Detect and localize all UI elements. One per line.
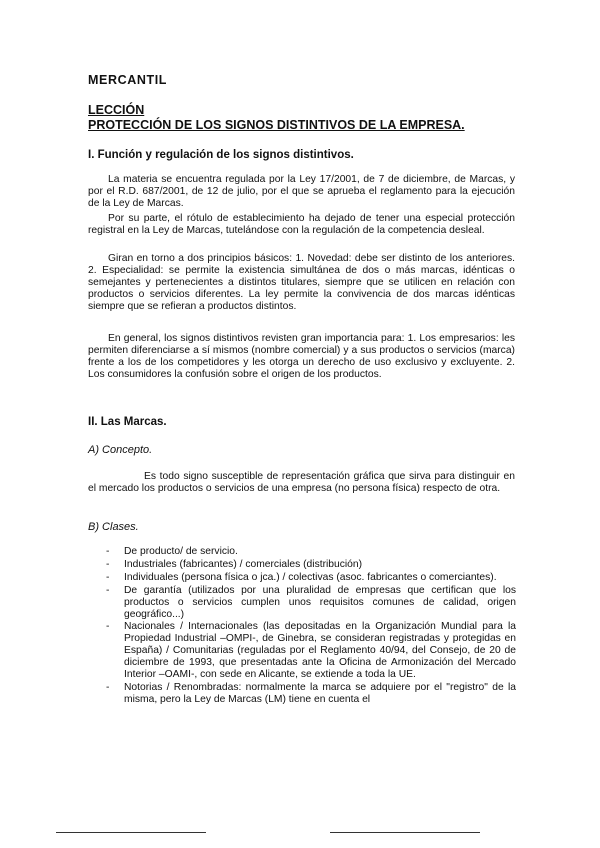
paragraph-3: Giran en torno a dos principios básicos: 1. Novedad: debe ser distinto de los anteriores. 2. Especialidad: se permite la existencia simultánea de dos o más marcas, idénticas o semejantes y pertenecientes a distintos titulares, siempre que se utilicen en relación con productos o servicios diferentes. La ley permite la convivencia de dos marcas idénticas siempre que se refieran a productos distintos. bbox=[88, 253, 515, 312]
lesson-title: PROTECCIÓN DE LOS SIGNOS DISTINTIVOS DE LA EMPRESA. bbox=[88, 118, 465, 132]
dash-bullet: - bbox=[106, 584, 110, 596]
dash-bullet: - bbox=[106, 558, 110, 570]
subsection-a-heading: A) Concepto. bbox=[88, 444, 153, 456]
list-item: - Nacionales / Internacionales (las depositadas en la Organización Mundial para la Propiedad Industrial –OMPI-, de Ginebra, se consideran registradas y protegidas en España) / Comunitarias (reguladas por el Reglamento 40/94, del Consejo, de 20 de diciembre de 1993, que presentadas ante la Oficina de Armonización del Mercado Interior –OAMI-, con sede en Alicante, se extiende a toda la UE. bbox=[106, 621, 516, 681]
list-item: - De garantía (utilizados por una pluralidad de empresas que certifican que los productos o servicios cumplen unos requisitos comunes de calidad, origen geográfico...) bbox=[106, 584, 516, 620]
paragraph-1: La materia se encuentra regulada por la Ley 17/2001, de 7 de diciembre, de Marcas, y por el R.D. 687/2001, de 12 de julio, por el que se aprueba el reglamento para la ejecución de la Ley de Marcas. bbox=[88, 174, 515, 209]
list-item: - Industriales (fabricantes) / comerciales (distribución) bbox=[106, 558, 363, 570]
list-item: - Individuales (persona física o jca.) / colectivas (asoc. fabricantes o comerciantes). bbox=[106, 571, 497, 583]
paragraph-4: En general, los signos distintivos revisten gran importancia para: 1. Los empresarios: les permiten diferenciarse a sí mismos (nombre comercial) y a sus productos o servicios (marca) frente a los de los competidores y les otorga un derecho de uso exclusivo y excluyente. 2. Los consumidores la confusión sobre el origen de los productos. bbox=[88, 333, 515, 380]
paragraph-2: Por su parte, el rótulo de establecimiento ha dejado de tener una especial protección registral en la Ley de Marcas, tutelándose con la regulación de la competencia desleal. bbox=[88, 213, 515, 236]
list-item: - Notorias / Renombradas: normalmente la marca se adquiere por el "registro" de la misma, pero la Ley de Marcas (LM) tiene en cuenta el bbox=[106, 681, 516, 705]
concept-paragraph: Es todo signo susceptible de representación gráfica que sirva para distinguir en el mercado los productos o servicios de una empresa (no persona física) respecto de otra. bbox=[88, 471, 515, 494]
dash-bullet: - bbox=[106, 621, 110, 633]
section-2-heading: II. Las Marcas. bbox=[88, 416, 167, 428]
subsection-b-heading: B) Clases. bbox=[88, 521, 139, 533]
lesson-label: LECCIÓN bbox=[88, 103, 145, 117]
footer-rule-left bbox=[56, 832, 206, 833]
footer-rule-right bbox=[330, 832, 480, 833]
subject-title: MERCANTIL bbox=[88, 73, 168, 87]
dash-bullet: - bbox=[106, 546, 110, 557]
section-1-heading: I. Función y regulación de los signos distintivos. bbox=[88, 149, 354, 161]
lesson-heading bbox=[88, 103, 465, 133]
classes-list bbox=[106, 546, 516, 707]
dash-bullet: - bbox=[106, 571, 110, 583]
list-item: - De producto/ de servicio. bbox=[106, 546, 238, 557]
dash-bullet: - bbox=[106, 681, 110, 693]
